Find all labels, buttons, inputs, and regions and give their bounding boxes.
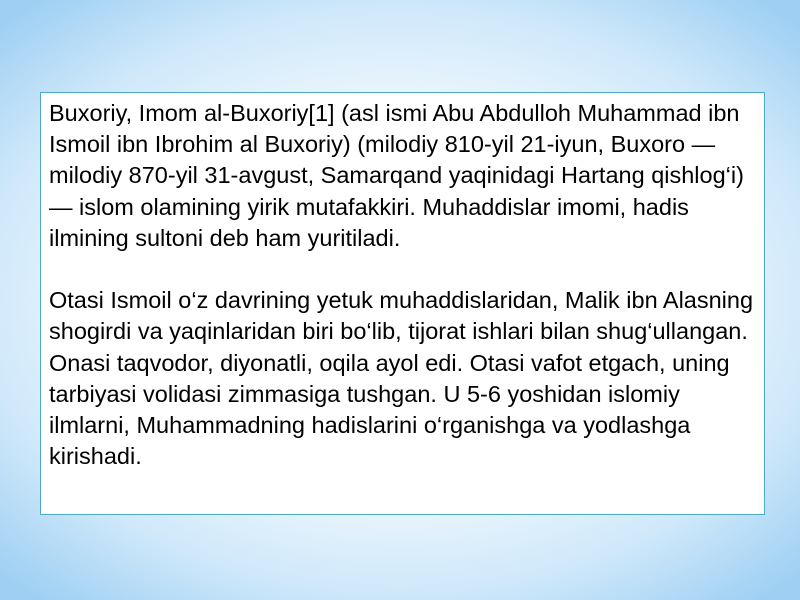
paragraph-biography-intro: Buxoriy, Imom al-Buxoriy[1] (asl ismi Abu Abdulloh Muhammad ibn Ismoil ibn Ibrohim al Buxoriy) (milodiy 810-yil 21-iyun, Buxoro — milodiy 870-yil 31-avgust, Samarqand yaqinidagi Hartang qishlog‘i) — islom olamining yirik mutafakkiri. Muhaddislar imomi, hadis ilmining sultoni deb ham yuritiladi.	[49, 100, 744, 251]
text-box	[40, 92, 765, 515]
paragraph-family-background: Otasi Ismoil o‘z davrining yetuk muhaddislaridan, Malik ibn Alasning shogirdi va yaqinlaridan biri bo‘lib, tijorat ishlari bilan shug‘ullangan. Onasi taqvodor, diyonatli, oqila ayol edi. Otasi vafot etgach, uning tarbiyasi volidasi zimmasiga tushgan. U 5-6 yoshidan islomiy ilmlarni, Muhammadning hadislarini o‘rganishga va yodlashga kirishadi.	[49, 287, 754, 470]
